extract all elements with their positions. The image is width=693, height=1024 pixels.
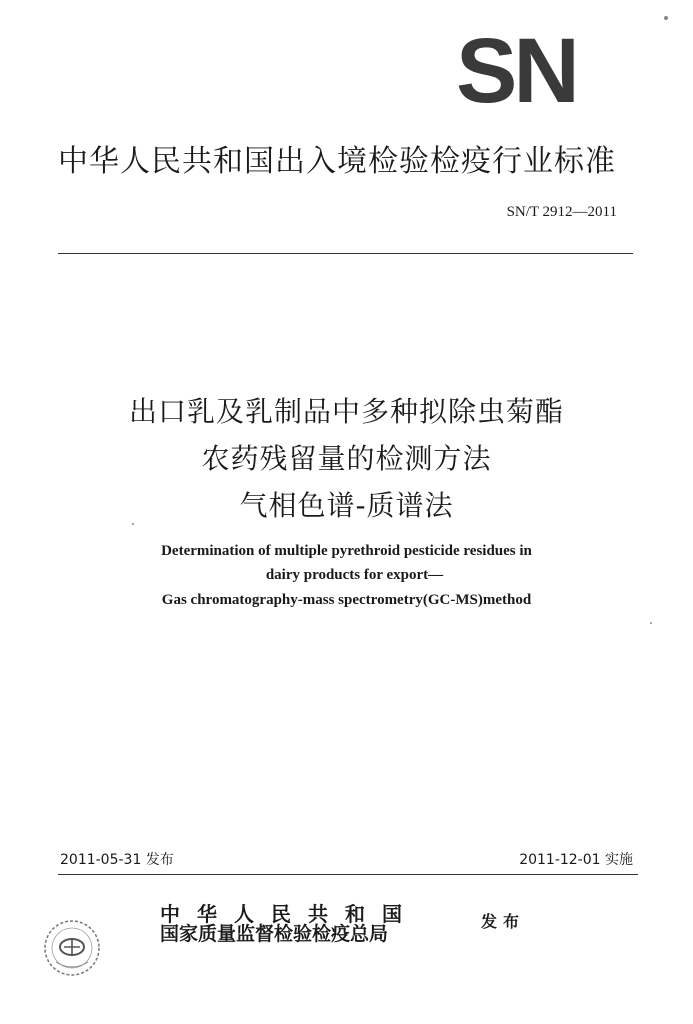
- header-divider: [58, 253, 633, 254]
- footer-divider: [58, 874, 638, 875]
- english-title-line-3: Gas chromatography-mass spectrometry(GC-MS)method: [161, 592, 532, 608]
- logo-text: SN: [456, 30, 576, 106]
- implementation-date: 2011-12-01 实施: [519, 852, 633, 868]
- scan-speck: [650, 622, 652, 624]
- publisher-line-2: 国家质量监督检验检疫总局: [160, 923, 389, 945]
- ciq-seal-stamp-icon: [42, 918, 102, 978]
- scan-speck: [132, 523, 134, 525]
- chinese-title-line-2: 农药残留量的检测方法: [201, 442, 492, 475]
- scan-speck: [664, 16, 668, 20]
- industry-standard-title: 中华人民共和国出入境检验检疫行业标准: [58, 144, 616, 179]
- publisher-verb: 发布: [481, 912, 526, 931]
- issue-date: 2011-05-31 发布: [60, 852, 174, 868]
- english-title-line-1: Determination of multiple pyrethroid pesticide residues in: [161, 543, 532, 559]
- chinese-title-line-3: 气相色谱-质谱法: [239, 489, 454, 522]
- standard-number: SN/T 2912—2011: [506, 204, 617, 220]
- english-title-line-2: dairy products for export—: [265, 567, 444, 583]
- chinese-title-line-1: 出口乳及乳制品中多种拟除虫菊酯: [128, 395, 564, 428]
- publisher-line-1: 中华人民共和国: [160, 902, 419, 926]
- sn-logo: [456, 30, 598, 106]
